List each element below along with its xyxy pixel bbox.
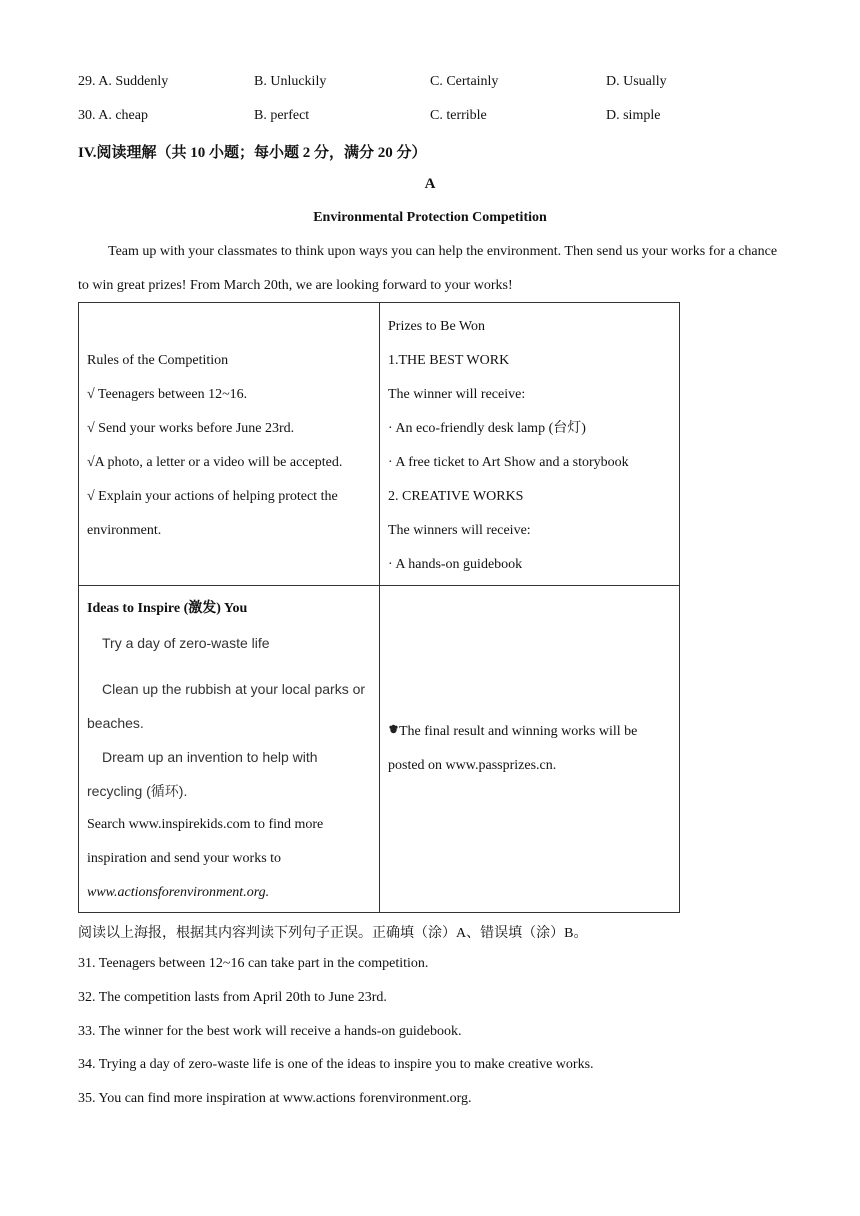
rules-title: Rules of the Competition — [87, 353, 229, 368]
rule-item: √ Teenagers between 12~16. — [87, 387, 248, 402]
question-33: 33. The winner for the best work will receive a hands-on guidebook. — [78, 1024, 462, 1039]
idea-item: Try a day of zero-waste life — [102, 635, 270, 651]
rules-cell — [79, 303, 380, 586]
creative-works-receive: The winners will receive: — [388, 523, 531, 538]
idea-item: Dream up an invention to help with — [102, 749, 318, 765]
idea-item: Clean up the rubbish at your local parks or — [102, 681, 366, 697]
section-heading: IV.阅读理解（共 10 小题；每小题 2 分，满分 20 分） — [78, 145, 427, 161]
poster-table — [78, 302, 680, 913]
intro-text: Team up with your classmates to think upon ways you can help the environment. Then send us your works for a chance to win great prizes! From March 20th, we are looking forward to your works! — [78, 244, 778, 293]
question-31: 31. Teenagers between 12~16 can take part in the competition. — [78, 956, 429, 971]
option-row-30 — [78, 108, 778, 128]
result-text-1: The final result and winning works will be — [399, 724, 638, 739]
prizes-cell — [380, 303, 680, 586]
prize-item: · A hands-on guidebook — [388, 557, 523, 572]
result-text-2: posted on www.passprizes.cn. — [388, 758, 557, 773]
option-29-d: D. Usually — [606, 74, 667, 89]
rule-item: √A photo, a letter or a video will be accepted. — [87, 455, 343, 470]
option-30-d: D. simple — [606, 108, 661, 123]
option-29-b: B. Unluckily — [254, 74, 327, 89]
ideas-title: Ideas to Inspire (激发) You — [87, 601, 248, 616]
search-line: Search www.inspirekids.com to find more — [87, 817, 324, 832]
question-35: 35. You can find more inspiration at www.actions forenvironment.org. — [78, 1091, 472, 1106]
instruction: 阅读以上海报，根据其内容判读下列句子正误。正确填（涂）A、错误填（涂）B。 — [78, 926, 588, 941]
question-34: 34. Trying a day of zero-waste life is one of the ideas to inspire you to make creative works. — [78, 1057, 594, 1072]
best-work-heading: 1.THE BEST WORK — [388, 353, 510, 368]
search-line: inspiration and send your works to — [87, 851, 282, 866]
prizes-title: Prizes to Be Won — [388, 319, 485, 334]
option-29-c: C. Certainly — [430, 74, 499, 89]
result-line — [388, 715, 671, 749]
result-cell — [380, 586, 680, 913]
passage-letter: A — [424, 176, 436, 192]
prize-item: · A free ticket to Art Show and a storybook — [388, 455, 629, 470]
ideas-cell — [79, 586, 380, 913]
rule-item: √ Explain your actions of helping protect the — [87, 489, 338, 504]
send-url: www.actionsforenvironment.org. — [87, 885, 270, 900]
idea-item-cont: recycling (循环). — [87, 783, 188, 799]
best-work-receive: The winner will receive: — [388, 387, 526, 402]
rule-item: environment. — [87, 523, 162, 538]
option-row-29 — [78, 74, 778, 94]
flower-bullet-icon — [388, 724, 399, 735]
prize-item: · An eco-friendly desk lamp (台灯) — [388, 421, 586, 436]
rule-item: √ Send your works before June 23rd. — [87, 421, 295, 436]
passage-title: Environmental Protection Competition — [313, 210, 547, 225]
option-30-a: 30. A. cheap — [78, 108, 148, 123]
creative-works-heading: 2. CREATIVE WORKS — [388, 489, 524, 504]
option-30-b: B. perfect — [254, 108, 310, 123]
option-30-c: C. terrible — [430, 108, 487, 123]
option-29-a: 29. A. Suddenly — [78, 74, 169, 89]
intro-paragraph — [78, 235, 788, 303]
question-32: 32. The competition lasts from April 20th to June 23rd. — [78, 990, 387, 1005]
idea-item-cont: beaches. — [87, 715, 144, 731]
